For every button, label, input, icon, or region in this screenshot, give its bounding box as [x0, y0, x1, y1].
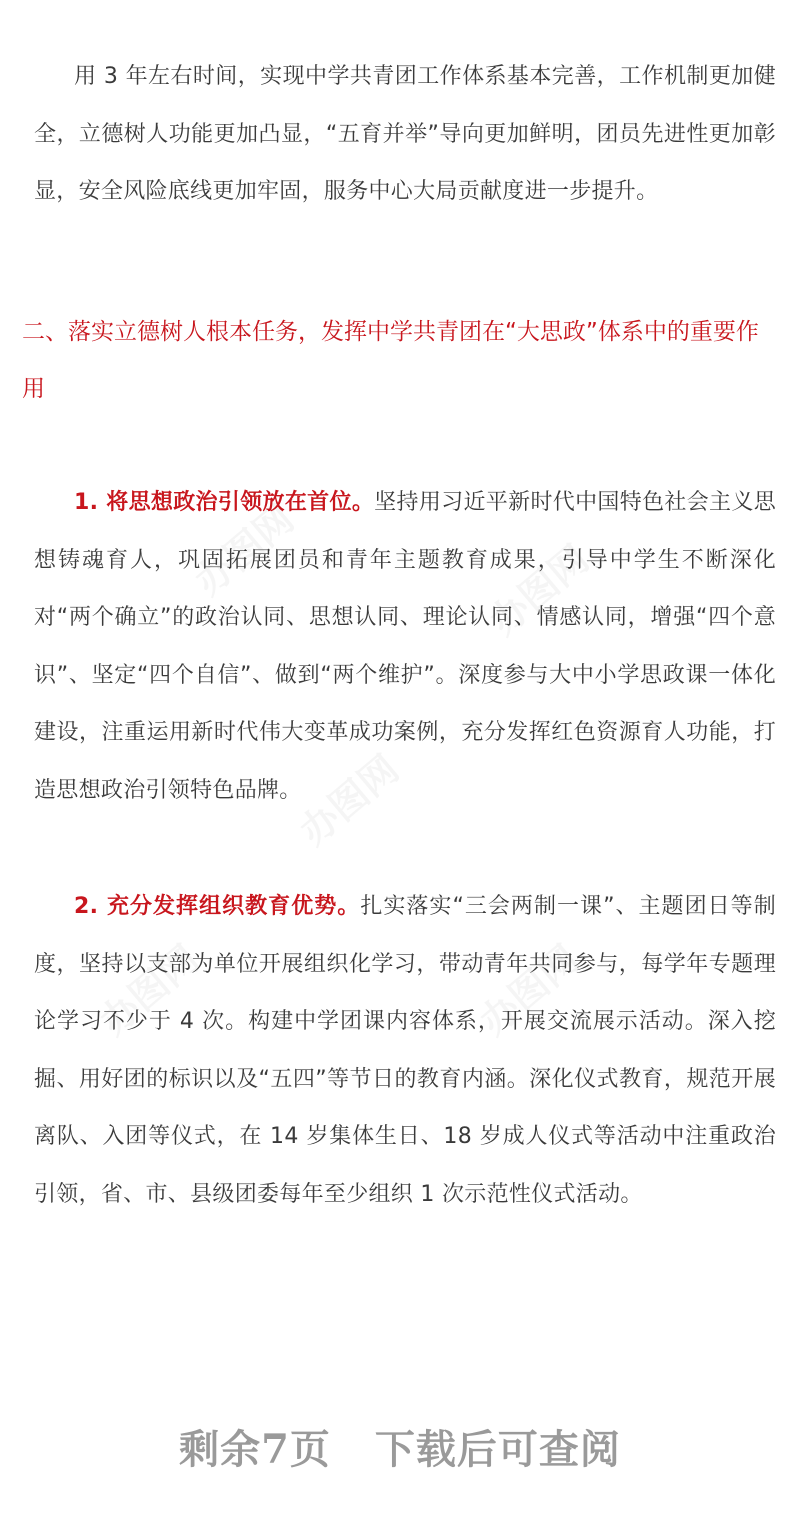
- download-label[interactable]: 下载后可查阅: [374, 1426, 621, 1473]
- watermark: 办图网: [186, 496, 303, 604]
- item-1-lead: 1. 将思想政治引领放在首位。: [74, 490, 375, 515]
- item-2-body: 扎实落实“三会两制一课”、主题团日等制度，坚持以支部为单位开展组织化学习，带动青年共同参与，每学年专题理论学习不少于 4 次。构建中学团课内容体系，开展交流展示活动。深入挖掘、用好团的标识以及“五四”等节日的教育内涵。深化仪式教育，规范开展离队、入团等仪式，在 14 岁集体生日、18 岁成人仪式等活动中注重政治引领，省、市、县级团委每年至少组织 1 次示范性仪式活动。: [34, 894, 776, 1207]
- item-1-body: 坚持用习近平新时代中国特色社会主义思想铸魂育人，巩固拓展团员和青年主题教育成果，引导中学生不断深化对“两个确立”的政治认同、思想认同、理论认同、情感认同，增强“四个意识”、坚定“四个自信”、做到“两个维护”。深度参与大中小学思政课一体化建设，注重运用新时代伟大变革成功案例，充分发挥红色资源育人功能，打造思想政治引领特色品牌。: [34, 490, 777, 803]
- item-2-lead: 2. 充分发挥组织教育优势。: [74, 894, 361, 919]
- item-1-paragraph: [34, 474, 776, 819]
- intro-paragraph: 用 3 年左右时间，实现中学共青团工作体系基本完善，工作机制更加健全，立德树人功能更加凸显，“五育并举”导向更加鲜明，团员先进性更加彰显，安全风险底线更加牢固，服务中心大局贡献度进一步提升。: [34, 64, 776, 204]
- watermark: 办图网: [481, 536, 598, 644]
- download-prompt[interactable]: [0, 1418, 800, 1475]
- remaining-pages-label: 剩余7页: [179, 1426, 331, 1473]
- section-heading: 二、落实立德树人根本任务，发挥中学共青团在“大思政”体系中的重要作用: [22, 319, 759, 402]
- watermark: 办图网: [471, 936, 588, 1044]
- item-2-paragraph: [34, 878, 776, 1223]
- watermark: 办图网: [291, 746, 408, 854]
- watermark: 办图网: [91, 936, 208, 1044]
